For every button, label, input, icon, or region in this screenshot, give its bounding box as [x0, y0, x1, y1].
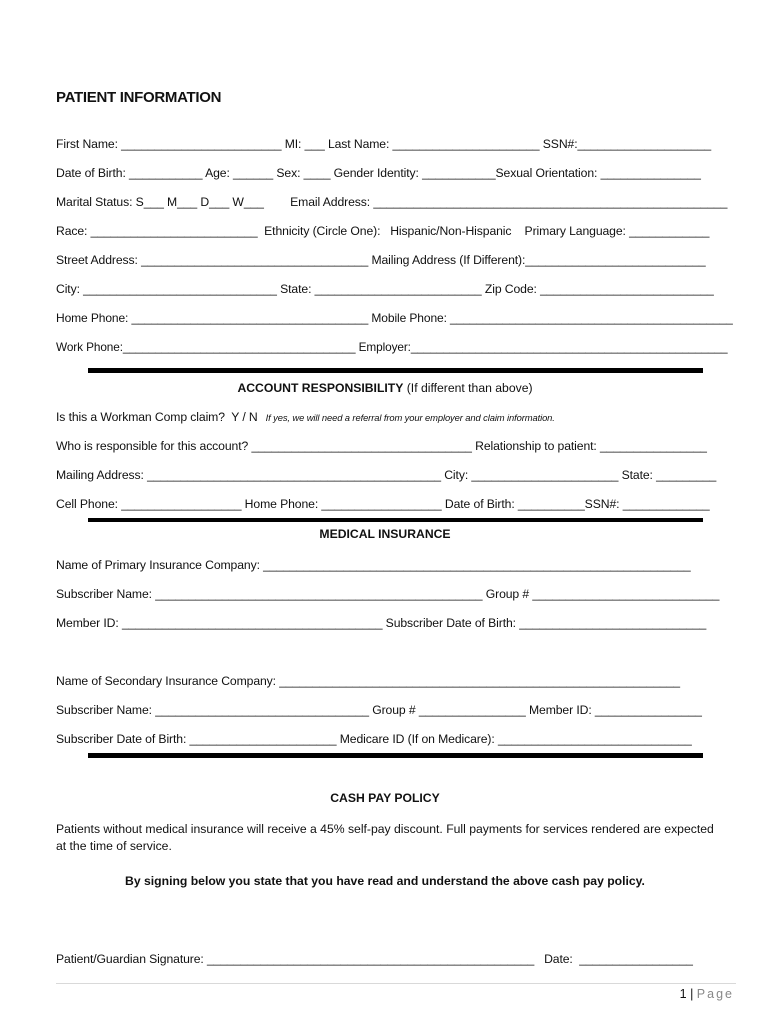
- footer-divider: [56, 983, 736, 984]
- marital-status-line[interactable]: Marital Status: S___ M___ D___ W___ Email Address: _____________________________________________________: [56, 195, 728, 209]
- home-phone-line[interactable]: Home Phone: ____________________________________ Mobile Phone: ___________________________________________: [56, 311, 733, 325]
- mailing-address-line[interactable]: Mailing Address: ____________________________________________ City: ______________________ State: _________: [56, 468, 717, 482]
- responsible-party-line[interactable]: Who is responsible for this account? _________________________________ Relationship to patient: ________________: [56, 439, 707, 453]
- section-divider: [88, 368, 703, 373]
- account-heading-note: (If different than above): [403, 381, 533, 395]
- account-heading-title: ACCOUNT RESPONSIBILITY: [237, 381, 404, 395]
- page-title: PATIENT INFORMATION: [56, 89, 222, 106]
- account-heading: [0, 381, 770, 395]
- primary-subscriber-line[interactable]: Subscriber Name: _________________________________________________ Group # ____________________________: [56, 587, 720, 601]
- section-divider: [88, 753, 703, 758]
- signature-line[interactable]: Patient/Guardian Signature: _________________________________________________ Date: _________________: [56, 952, 693, 966]
- secondary-subscriber-line[interactable]: Subscriber Name: ________________________________ Group # ________________ Member ID: ________________: [56, 703, 702, 717]
- cash-pay-heading: CASH PAY POLICY: [330, 791, 440, 805]
- workman-comp-question[interactable]: Is this a Workman Comp claim? Y / N: [56, 410, 258, 424]
- insurance-heading: MEDICAL INSURANCE: [319, 527, 451, 541]
- workman-comp-note: If yes, we will need a referral from your employer and claim information.: [265, 412, 555, 423]
- page-word: Page: [696, 987, 734, 1001]
- first-name-line[interactable]: First Name: ________________________ MI: ___ Last Name: ______________________ SSN#:____________________: [56, 137, 712, 151]
- street-address-line[interactable]: Street Address: __________________________________ Mailing Address (If Different):___________________________: [56, 253, 706, 267]
- section-divider: [88, 518, 703, 522]
- primary-insurance-line[interactable]: Name of Primary Insurance Company: ________________________________________________________________: [56, 558, 691, 572]
- secondary-insurance-line[interactable]: Name of Secondary Insurance Company: ____________________________________________________________: [56, 674, 680, 688]
- footer-separator: |: [686, 987, 697, 1001]
- cash-pay-paragraph: Patients without medical insurance will receive a 45% self-pay discount. Full payments for services rendered are expected at the time of service.: [56, 822, 714, 853]
- page-footer: [680, 987, 734, 1001]
- workman-comp-line: [56, 410, 555, 424]
- dob-line[interactable]: Date of Birth: ___________ Age: ______ Sex: ____ Gender Identity: ___________Sexual Orientation: _______________: [56, 166, 701, 180]
- race-line[interactable]: Race: _________________________ Ethnicity (Circle One): Hispanic/Non-Hispanic Primary Language: ____________: [56, 224, 710, 238]
- secondary-dob-line[interactable]: Subscriber Date of Birth: ______________________ Medicare ID (If on Medicare): _____________________________: [56, 732, 692, 746]
- cash-pay-statement: By signing below you state that you have read and understand the above cash pay policy.: [125, 874, 645, 888]
- page-number: 1: [679, 987, 687, 1001]
- cell-phone-line[interactable]: Cell Phone: __________________ Home Phone: __________________ Date of Birth: __________SSN#: _____________: [56, 497, 710, 511]
- work-phone-line[interactable]: Work Phone:____________________________________ Employer:_________________________________________________: [56, 340, 728, 354]
- city-line[interactable]: City: _____________________________ State: _________________________ Zip Code: __________________________: [56, 282, 714, 296]
- primary-member-id-line[interactable]: Member ID: _______________________________________ Subscriber Date of Birth: ____________________________: [56, 616, 707, 630]
